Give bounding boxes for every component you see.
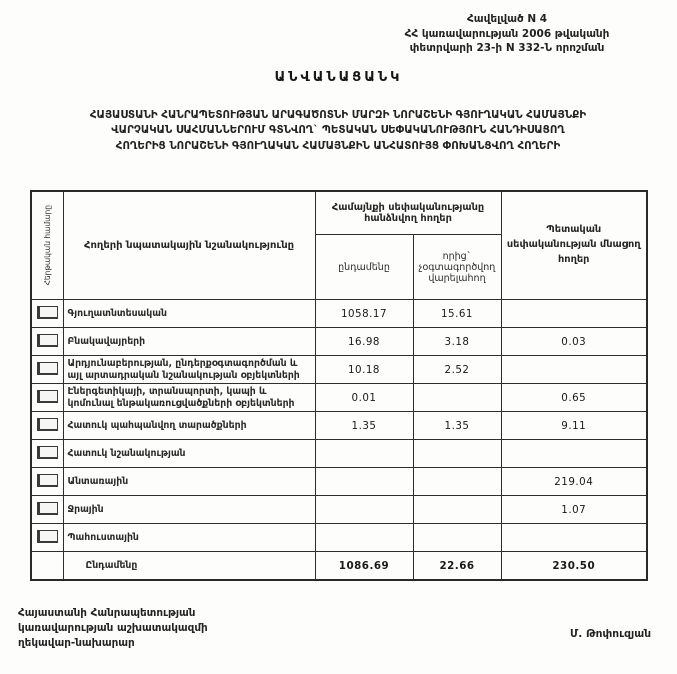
value-total — [315, 524, 413, 552]
value-total: 1.35 — [315, 412, 413, 440]
value-of-which: 1.35 — [413, 412, 501, 440]
total-value-of-which: 22.66 — [413, 552, 501, 581]
value-state: 219.04 — [501, 468, 647, 496]
signatory-title-line3: ղեկավար-նախարար — [18, 637, 135, 650]
appendix-reference — [357, 12, 657, 56]
appendix-reference-line1: Հավելված N 4 — [466, 13, 548, 25]
value-total: 16.98 — [315, 328, 413, 356]
row-label: Պահուստային — [63, 524, 315, 552]
value-total — [315, 496, 413, 524]
row-label: Հատուկ պահպանվող տարածքների — [63, 412, 315, 440]
row-number-cell — [31, 412, 63, 440]
table-row-industrial — [31, 356, 647, 384]
table-row-special-purpose — [31, 440, 647, 468]
value-total — [315, 468, 413, 496]
row-label: Ջրային — [63, 496, 315, 524]
row-number-cell — [31, 496, 63, 524]
value-state: 0.03 — [501, 328, 647, 356]
value-of-which: 3.18 — [413, 328, 501, 356]
total-value-total: 1086.69 — [315, 552, 413, 581]
value-state — [501, 356, 647, 384]
total-value-state: 230.50 — [501, 552, 647, 581]
column-header-purpose: Հողերի նպատակային նշանակությունը — [63, 191, 315, 300]
row-label: Բնակավայրերի — [63, 328, 315, 356]
table-header-row-1 — [31, 191, 647, 235]
value-of-which — [413, 524, 501, 552]
row-number-box — [37, 474, 58, 487]
value-total: 1058.17 — [315, 300, 413, 328]
row-number-cell — [31, 356, 63, 384]
row-number-cell — [31, 440, 63, 468]
column-header-seq — [31, 191, 63, 300]
row-number-cell — [31, 468, 63, 496]
column-header-seq-label: Հերթական համարը — [42, 205, 52, 286]
value-of-which — [413, 384, 501, 412]
appendix-reference-line2: ՀՀ կառավարության 2006 թվականի — [404, 27, 610, 40]
row-label: Անտառային — [63, 468, 315, 496]
row-number-cell — [31, 524, 63, 552]
row-label: Գյուղատնտեսական — [63, 300, 315, 328]
row-number-box — [37, 446, 58, 459]
row-number-box — [37, 362, 58, 375]
column-header-total: ընդամենը — [315, 235, 413, 300]
signatory-name: Մ. Թոփուզյան — [570, 628, 651, 640]
value-of-which: 2.52 — [413, 356, 501, 384]
value-state — [501, 300, 647, 328]
row-number-box — [37, 530, 58, 543]
table-row-total — [31, 552, 647, 581]
document-subtitle-line3: ՀՈՂԵՐԻՑ ՆՈՐԱՇԵՆԻ ԳՅՈՒՂԱԿԱՆ ՀԱՄԱՅՆՔԻՆ ԱՆՀԱՏՈՒՅՑ ՓՈԽԱՆՑՎՈՂ ՀՈՂԵՐԻ — [115, 139, 561, 152]
table-row-agricultural — [31, 300, 647, 328]
value-total: 10.18 — [315, 356, 413, 384]
document-subtitle — [6, 108, 670, 154]
row-number-cell — [31, 552, 63, 581]
value-state — [501, 524, 647, 552]
value-of-which: 15.61 — [413, 300, 501, 328]
total-row-label: Ընդամենը — [63, 552, 315, 581]
row-number-cell — [31, 300, 63, 328]
table-row-reserve — [31, 524, 647, 552]
appendix-reference-line3: փետրվարի 23-ի N 332-Ն որոշման — [409, 42, 605, 55]
row-label: Էներգետիկայի, տրանսպորտի, կապի և կոմունալ ենթակառուցվածքների օբյեկտների — [63, 384, 315, 412]
table-row-protected-areas — [31, 412, 647, 440]
value-state: 1.07 — [501, 496, 647, 524]
column-header-state-remaining: Պետական սեփականության մնացող հողեր — [501, 191, 647, 300]
signatory-title-block — [18, 606, 208, 651]
column-header-of-which: որից` չօգտագործվող վարելահող — [413, 235, 501, 300]
value-of-which — [413, 468, 501, 496]
document-subtitle-line1: ՀԱՅԱՍՏԱՆԻ ՀԱՆՐԱՊԵՏՈՒԹՅԱՆ ԱՐԱԳԱԾՈՏՆԻ ՄԱՐԶԻ ՆՈՐԱՇԵՆԻ ԳՅՈՒՂԱԿԱՆ ՀԱՄԱՅՆՔԻ — [89, 109, 587, 121]
value-of-which — [413, 496, 501, 524]
signatory-title-line2: կառավարության աշխատակազմի — [18, 622, 208, 635]
value-state: 9.11 — [501, 412, 647, 440]
row-label: Հատուկ նշանակության — [63, 440, 315, 468]
row-number-cell — [31, 384, 63, 412]
column-header-community-group: Համայնքի սեփականությանը հանձնվող հողեր — [315, 191, 501, 235]
table-row-residential — [31, 328, 647, 356]
row-label: Արդյունաբերության, ընդերքօգտագործման և այլ արտադրական նշանակության օբյեկտների — [63, 356, 315, 384]
value-of-which — [413, 440, 501, 468]
document-title: ԱՆՎԱՆԱՑԱՆԿ — [274, 70, 403, 85]
row-number-cell — [31, 328, 63, 356]
table-row-water — [31, 496, 647, 524]
row-number-box — [37, 502, 58, 515]
value-state: 0.65 — [501, 384, 647, 412]
table-row-energy-transport — [31, 384, 647, 412]
row-number-box — [37, 306, 58, 319]
land-categories-table — [30, 190, 648, 581]
table-row-forest — [31, 468, 647, 496]
document-subtitle-line2: ՎԱՐՉԱԿԱՆ ՍԱՀՄԱՆՆԵՐՈՒՄ ԳՏՆՎՈՂ` ՊԵՏԱԿԱՆ ՍԵՓԱԿԱՆՈՒԹՅՈՒՆ ՀԱՆԴԻՍԱՑՈՂ — [111, 124, 565, 137]
row-number-box — [37, 390, 58, 403]
value-state — [501, 440, 647, 468]
row-number-box — [37, 418, 58, 431]
value-total — [315, 440, 413, 468]
value-total: 0.01 — [315, 384, 413, 412]
signatory-title-line1: Հայաստանի Հանրապետության — [18, 607, 196, 619]
row-number-box — [37, 334, 58, 347]
